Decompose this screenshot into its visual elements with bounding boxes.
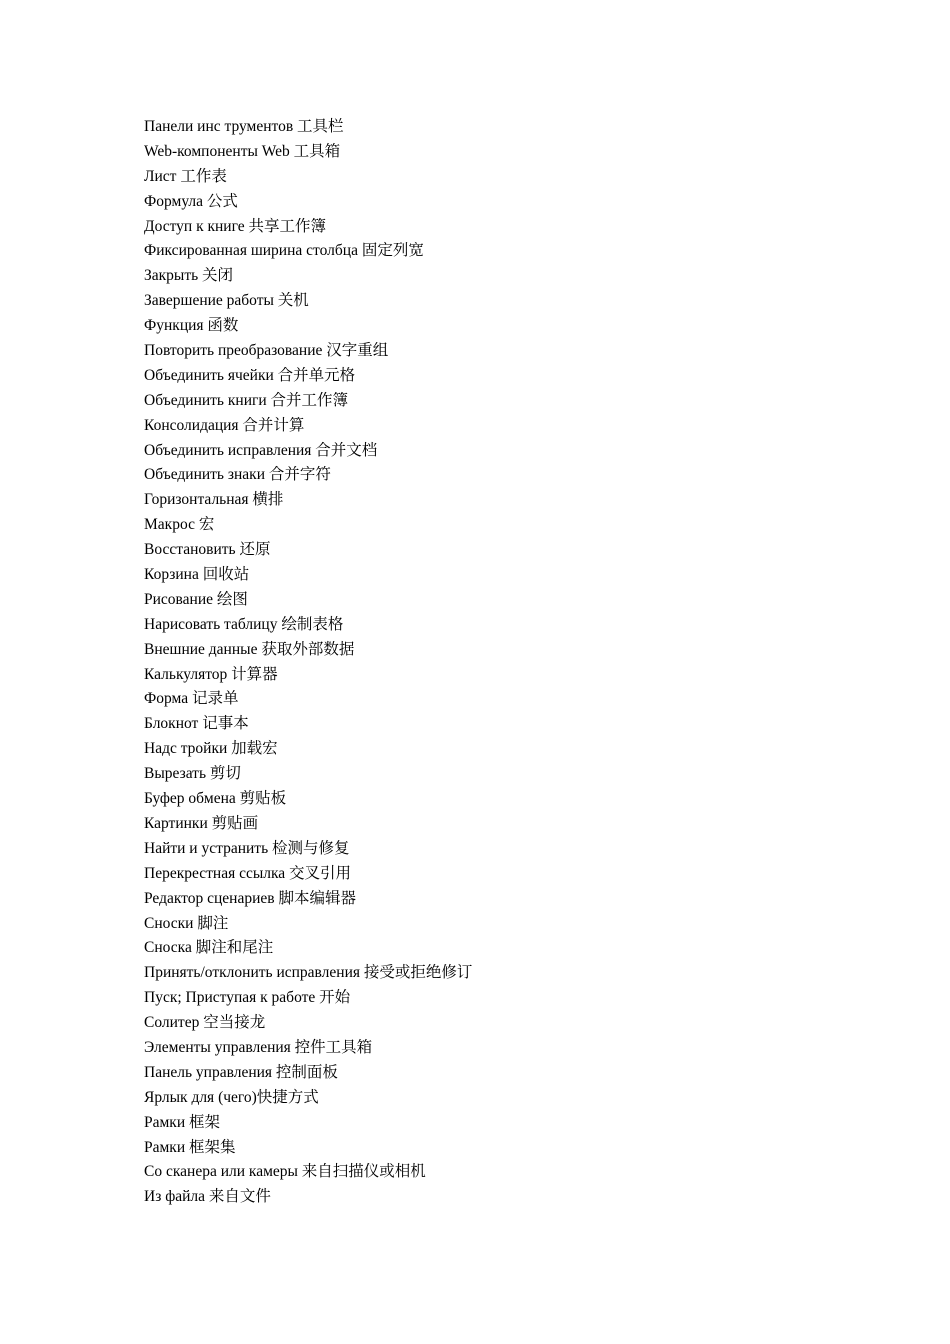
glossary-list <box>144 115 472 1210</box>
glossary-entry: Блокнот 记事本 <box>144 715 249 733</box>
glossary-entry: Найти и устранить 检测与修复 <box>144 839 350 857</box>
glossary-entry: Объединить ячейки 合并单元格 <box>144 366 356 384</box>
glossary-entry: Фиксированная ширина столбца 固定列宽 <box>144 242 424 260</box>
glossary-entry: Сноска 脚注和尾注 <box>144 939 274 957</box>
glossary-entry: Рамки 框架集 <box>144 1138 236 1156</box>
glossary-entry: Доступ к книге 共享工作簿 <box>144 217 327 235</box>
glossary-entry: Редактор сценариев 脚本编辑器 <box>144 889 356 907</box>
glossary-entry: Формула 公式 <box>144 192 238 210</box>
glossary-entry: Ярлык для (чего)快捷方式 <box>144 1088 319 1106</box>
glossary-entry: Функция 函数 <box>144 317 239 335</box>
glossary-entry: Горизонтальная 横排 <box>144 491 284 509</box>
glossary-entry: Закрыть 关闭 <box>144 267 234 285</box>
glossary-entry: Из файла 来自文件 <box>144 1188 271 1206</box>
glossary-entry: Со сканера или камеры 来自扫描仪或相机 <box>144 1163 426 1181</box>
glossary-entry: Восстановить 还原 <box>144 541 271 559</box>
glossary-entry: Объединить знаки 合并字符 <box>144 466 331 484</box>
glossary-entry: Перекрестная ссылка 交叉引用 <box>144 864 352 882</box>
glossary-entry: Консолидация 合并计算 <box>144 416 305 434</box>
glossary-entry: Повторить преобразование 汉字重组 <box>144 342 389 360</box>
glossary-entry: Нарисовать таблицу 绘制表格 <box>144 615 344 633</box>
glossary-entry: Панели инс трументов 工具栏 <box>144 118 344 135</box>
glossary-entry: Лист 工作表 <box>144 167 227 185</box>
glossary-entry: Web-компоненты Web 工具箱 <box>144 142 341 160</box>
glossary-entry: Форма 记录单 <box>144 690 239 708</box>
glossary-entry: Пуск; Приступая к работе 开始 <box>144 989 351 1007</box>
glossary-entry: Буфер обмена 剪贴板 <box>144 790 287 808</box>
glossary-entry: Внешние данные 获取外部数据 <box>144 640 355 658</box>
glossary-entry: Солитер 空当接龙 <box>144 1014 266 1032</box>
glossary-entry: Рисование 绘图 <box>144 590 248 608</box>
glossary-entry: Панель управления 控制面板 <box>144 1063 338 1081</box>
glossary-entry: Принять/отклонить исправления 接受或拒绝修订 <box>144 964 473 982</box>
glossary-entry: Вырезать 剪切 <box>144 765 241 783</box>
glossary-entry: Объединить исправления 合并文档 <box>144 441 378 459</box>
glossary-entry: Объединить книги 合并工作簿 <box>144 391 349 409</box>
glossary-entry: Элементы управления 控件工具箱 <box>144 1038 373 1056</box>
glossary-entry: Корзина 回收站 <box>144 566 250 584</box>
glossary-entry: Картинки 剪贴画 <box>144 814 259 832</box>
glossary-entry: Сноски 脚注 <box>144 914 229 932</box>
glossary-entry: Надс тройки 加载宏 <box>144 740 278 758</box>
glossary-entry: Завершение работы 关机 <box>144 292 309 310</box>
glossary-entry: Рамки 框架 <box>144 1113 221 1131</box>
glossary-entry: Макрос 宏 <box>144 516 215 534</box>
glossary-entry: Калькулятор 计算器 <box>144 665 278 683</box>
